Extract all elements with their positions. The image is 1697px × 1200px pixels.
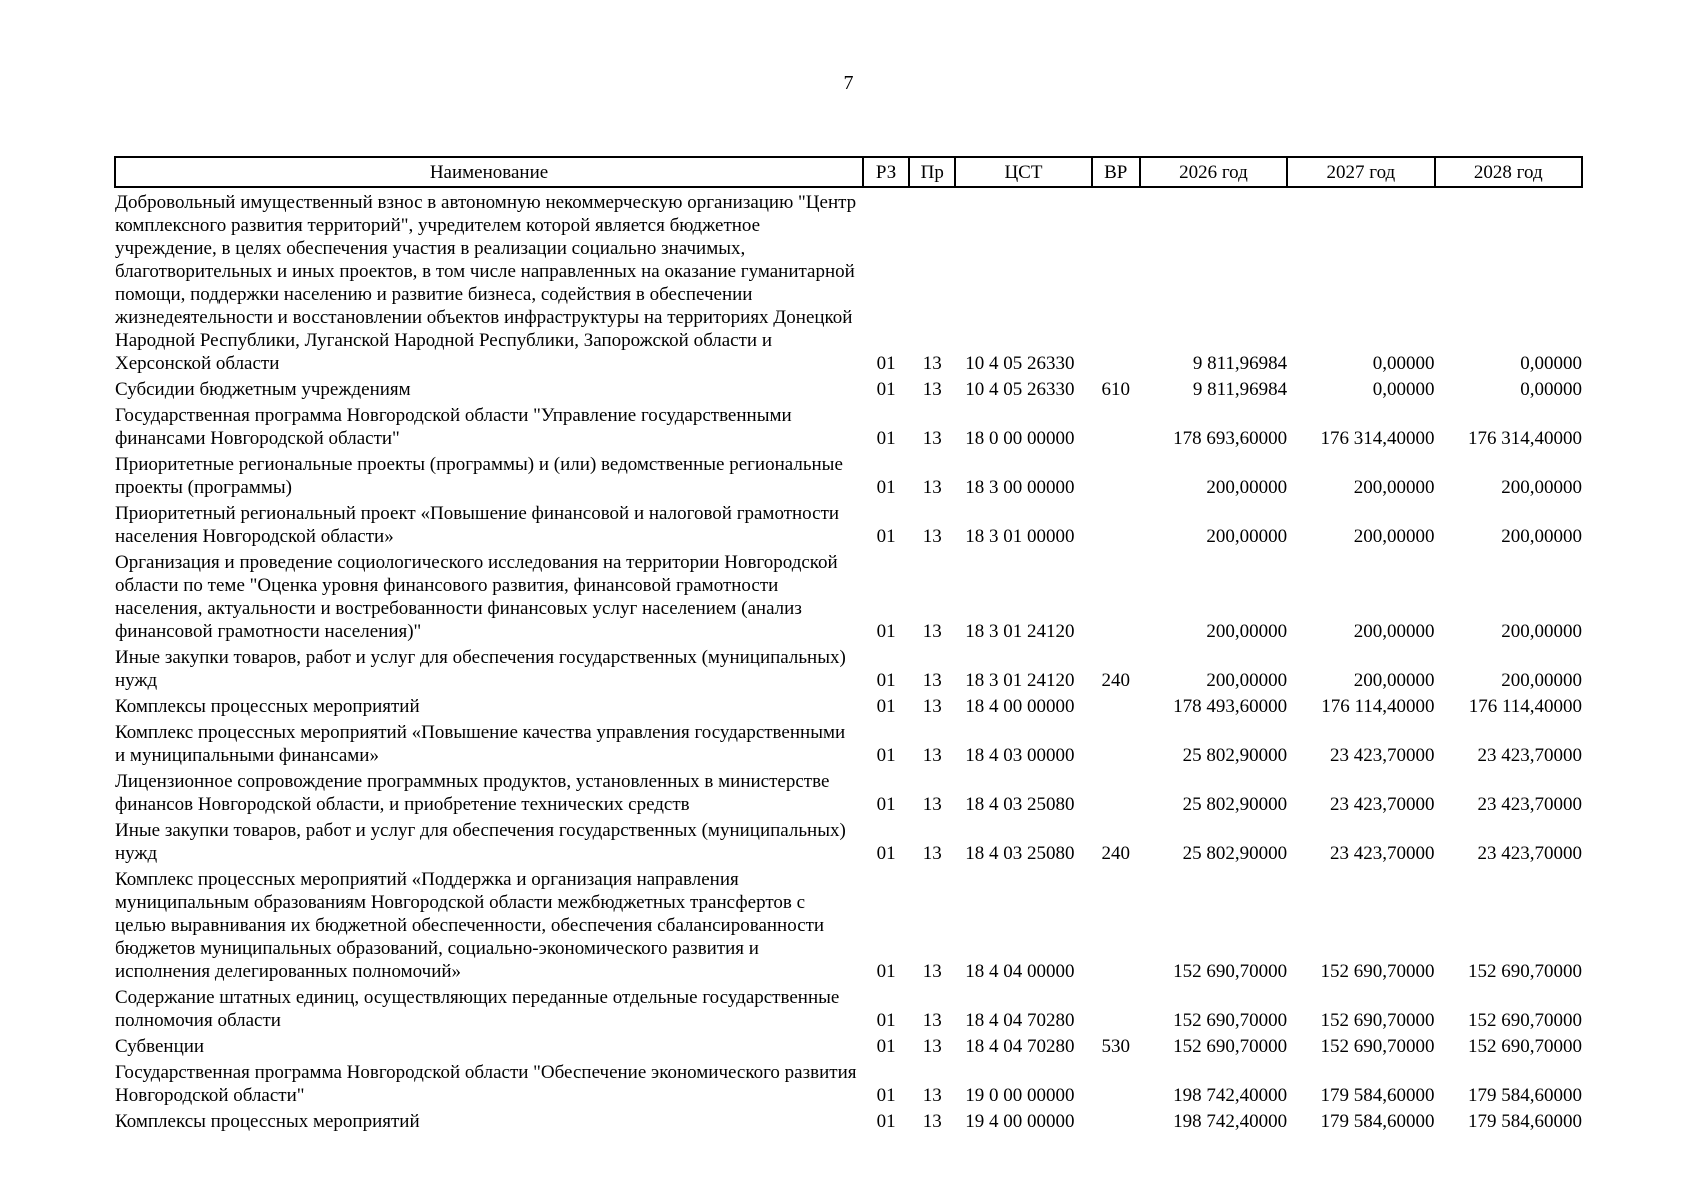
cell-2027: 0,00000 [1372,379,1435,400]
cell-name: Государственная программа Новгородской области "Управление государственными финансами Новгородской области" [115,405,792,449]
cell-cst: 19 4 00 00000 [965,1111,1075,1132]
table-row [115,1032,1582,1058]
cell-2026: 9 811,96984 [1192,379,1288,400]
cell-pr: 13 [922,843,942,864]
cell-name: Иные закупки товаров, работ и услуг для обеспечения государственных (муниципальных) нужд [115,647,846,691]
cell-2027: 0,00000 [1372,353,1435,374]
cell-vr [1092,718,1140,767]
cell-2027: 23 423,70000 [1330,745,1435,766]
cell-rz: 01 [876,696,896,717]
cell-2028: 152 690,70000 [1468,1010,1582,1031]
cell-2027: 200,00000 [1353,526,1435,547]
cell-2027: 152 690,70000 [1320,961,1435,982]
table-row [115,692,1582,718]
cell-name: Приоритетные региональные проекты (программы) и (или) ведомственные региональные проекты (программы) [115,454,843,498]
cell-2027: 179 584,60000 [1320,1111,1435,1132]
header-2028: 2028 год [1435,157,1582,187]
cell-name: Лицензионное сопровождение программных продуктов, установленных в министерстве финансов Новгородской области, и приобретение технических средств [115,771,830,815]
cell-2027: 23 423,70000 [1330,843,1435,864]
cell-2028: 200,00000 [1501,621,1582,642]
cell-name: Добровольный имущественный взнос в автономную некоммерческую организацию "Центр комплексного развития территорий", учредителем которой является бюджетное учреждение, в целях обеспечения участия в реализации социально значимых, благотворительных и иных проектов, в том числе направленных на оказание гуманитарной помощи, поддержки населению и развитие бизнеса, содействия в обеспечении жизнедеятельности и восстановлении объектов инфраструктуры на территориях Донецкой Народной Республики, Луганской Народной Республики, Запорожской области и Херсонской области [115,192,857,374]
table-row [115,548,1582,643]
cell-2026: 152 690,70000 [1173,961,1288,982]
cell-rz: 01 [876,379,896,400]
cell-rz: 01 [876,745,896,766]
cell-pr: 13 [922,670,942,691]
cell-vr [1092,1107,1140,1133]
cell-rz: 01 [876,1085,896,1106]
table-row [115,718,1582,767]
cell-vr [1092,499,1140,548]
cell-name: Организация и проведение социологического исследования на территории Новгородской области по теме "Оценка уровня финансового развития, финансовой грамотности населения, актуальности и востребованности финансовых услуг населением (анализ финансовой грамотности населения)" [115,552,838,642]
cell-name: Комплекс процессных мероприятий «Повышение качества управления государственными и муниципальными финансами» [115,722,846,766]
table-row [115,450,1582,499]
cell-name: Приоритетный региональный проект «Повышение финансовой и налоговой грамотности населения Новгородской области» [115,503,840,547]
cell-2027: 176 114,40000 [1321,696,1435,717]
cell-2027: 152 690,70000 [1320,1036,1435,1057]
cell-2028: 23 423,70000 [1477,745,1582,766]
cell-cst: 18 4 03 25080 [965,794,1075,815]
cell-2028: 200,00000 [1501,670,1582,691]
cell-cst: 10 4 05 26330 [965,379,1075,400]
cell-pr: 13 [922,477,942,498]
cell-2026: 152 690,70000 [1173,1036,1288,1057]
cell-2028: 152 690,70000 [1468,1036,1582,1057]
cell-2026: 200,00000 [1206,670,1288,691]
cell-cst: 18 3 01 00000 [965,526,1075,547]
cell-2028: 23 423,70000 [1477,794,1582,815]
cell-2027: 200,00000 [1353,621,1435,642]
cell-2026: 198 742,40000 [1173,1111,1288,1132]
cell-rz: 01 [876,353,896,374]
table-row [115,983,1582,1032]
cell-2028: 176 114,40000 [1468,696,1582,717]
cell-2026: 200,00000 [1206,526,1288,547]
cell-pr: 13 [922,1036,942,1057]
cell-2026: 9 811,96984 [1192,353,1288,374]
cell-2028: 200,00000 [1501,477,1582,498]
header-vr: ВР [1092,157,1140,187]
cell-2028: 200,00000 [1501,526,1582,547]
header-name: Наименование [115,157,863,187]
cell-2028: 0,00000 [1520,353,1582,374]
page-number: 7 [843,72,854,94]
table-row [115,1107,1582,1133]
budget-table [114,156,1583,1133]
cell-vr [1092,450,1140,499]
cell-name: Субвенции [115,1036,205,1057]
cell-2026: 200,00000 [1206,477,1288,498]
table-row [115,643,1582,692]
cell-name: Комплексы процессных мероприятий [115,696,420,717]
cell-name: Комплекс процессных мероприятий «Поддержка и организация направления муниципальным образованиям Новгородской области межбюджетных трансфертов с целью выравнивания их бюджетной обеспеченности, обеспечения сбалансированности бюджетов муниципальных образований, социально-экономического развития и исполнения делегированных полномочий» [115,869,825,982]
header-2026: 2026 год [1140,157,1287,187]
table-row [115,816,1582,865]
cell-2028: 0,00000 [1520,379,1582,400]
cell-name: Государственная программа Новгородской области "Обеспечение экономического развития Новгородской области" [115,1062,857,1106]
cell-pr: 13 [922,1111,942,1132]
cell-2027: 200,00000 [1353,477,1435,498]
cell-rz: 01 [876,1036,896,1057]
cell-name: Комплексы процессных мероприятий [115,1111,420,1132]
cell-pr: 13 [922,745,942,766]
cell-vr [1092,401,1140,450]
cell-2028: 23 423,70000 [1477,843,1582,864]
cell-cst: 18 4 03 25080 [965,843,1075,864]
cell-2026: 25 802,90000 [1182,794,1288,815]
cell-2026: 178 693,60000 [1173,428,1288,449]
cell-pr: 13 [922,961,942,982]
cell-cst: 18 4 00 00000 [965,696,1075,717]
cell-name: Иные закупки товаров, работ и услуг для обеспечения государственных (муниципальных) нужд [115,820,846,864]
cell-vr [1092,767,1140,816]
cell-2026: 152 690,70000 [1173,1010,1288,1031]
cell-2027: 23 423,70000 [1330,794,1435,815]
cell-2027: 179 584,60000 [1320,1085,1435,1106]
cell-vr: 240 [1101,670,1130,691]
cell-2028: 179 584,60000 [1468,1111,1582,1132]
cell-pr: 13 [922,1085,942,1106]
cell-vr [1092,692,1140,718]
table-header-row [115,157,1582,187]
cell-name: Содержание штатных единиц, осуществляющих переданные отдельные государственные полномочия области [115,987,840,1031]
header-2027: 2027 год [1287,157,1434,187]
table-row [115,187,1582,375]
cell-2028: 176 314,40000 [1468,428,1582,449]
cell-pr: 13 [922,621,942,642]
cell-rz: 01 [876,794,896,815]
cell-cst: 10 4 05 26330 [965,353,1075,374]
cell-vr [1092,983,1140,1032]
cell-rz: 01 [876,477,896,498]
cell-rz: 01 [876,621,896,642]
cell-2026: 200,00000 [1206,621,1288,642]
cell-rz: 01 [876,961,896,982]
header-cst: ЦСТ [955,157,1091,187]
cell-rz: 01 [876,1111,896,1132]
cell-vr: 610 [1101,379,1130,400]
cell-2028: 152 690,70000 [1468,961,1582,982]
cell-vr [1092,187,1140,375]
cell-2026: 25 802,90000 [1182,745,1288,766]
table-row [115,375,1582,401]
cell-rz: 01 [876,670,896,691]
cell-cst: 18 4 04 00000 [965,961,1075,982]
cell-cst: 18 0 00 00000 [965,428,1075,449]
cell-2026: 198 742,40000 [1173,1085,1288,1106]
header-rz: РЗ [863,157,909,187]
cell-cst: 19 0 00 00000 [965,1085,1075,1106]
cell-pr: 13 [922,794,942,815]
table-row [115,767,1582,816]
cell-cst: 18 3 01 24120 [965,670,1075,691]
cell-rz: 01 [876,526,896,547]
cell-pr: 13 [922,353,942,374]
cell-pr: 13 [922,428,942,449]
cell-vr [1092,865,1140,983]
cell-cst: 18 4 03 00000 [965,745,1075,766]
cell-pr: 13 [922,526,942,547]
cell-vr [1092,1058,1140,1107]
table-row [115,499,1582,548]
cell-2027: 200,00000 [1353,670,1435,691]
cell-rz: 01 [876,428,896,449]
cell-2027: 176 314,40000 [1320,428,1435,449]
cell-pr: 13 [922,696,942,717]
cell-cst: 18 3 00 00000 [965,477,1075,498]
cell-name: Субсидии бюджетным учреждениям [115,379,411,400]
cell-cst: 18 4 04 70280 [965,1010,1075,1031]
cell-2026: 178 493,60000 [1173,696,1288,717]
cell-pr: 13 [922,1010,942,1031]
cell-rz: 01 [876,1010,896,1031]
cell-pr: 13 [922,379,942,400]
cell-vr: 240 [1101,843,1130,864]
cell-2028: 179 584,60000 [1468,1085,1582,1106]
table-row [115,1058,1582,1107]
header-pr: Пр [909,157,955,187]
table-row [115,401,1582,450]
cell-cst: 18 4 04 70280 [965,1036,1075,1057]
cell-cst: 18 3 01 24120 [965,621,1075,642]
table-row [115,865,1582,983]
cell-vr: 530 [1101,1036,1130,1057]
cell-2026: 25 802,90000 [1182,843,1288,864]
cell-vr [1092,548,1140,643]
cell-rz: 01 [876,843,896,864]
cell-2027: 152 690,70000 [1320,1010,1435,1031]
